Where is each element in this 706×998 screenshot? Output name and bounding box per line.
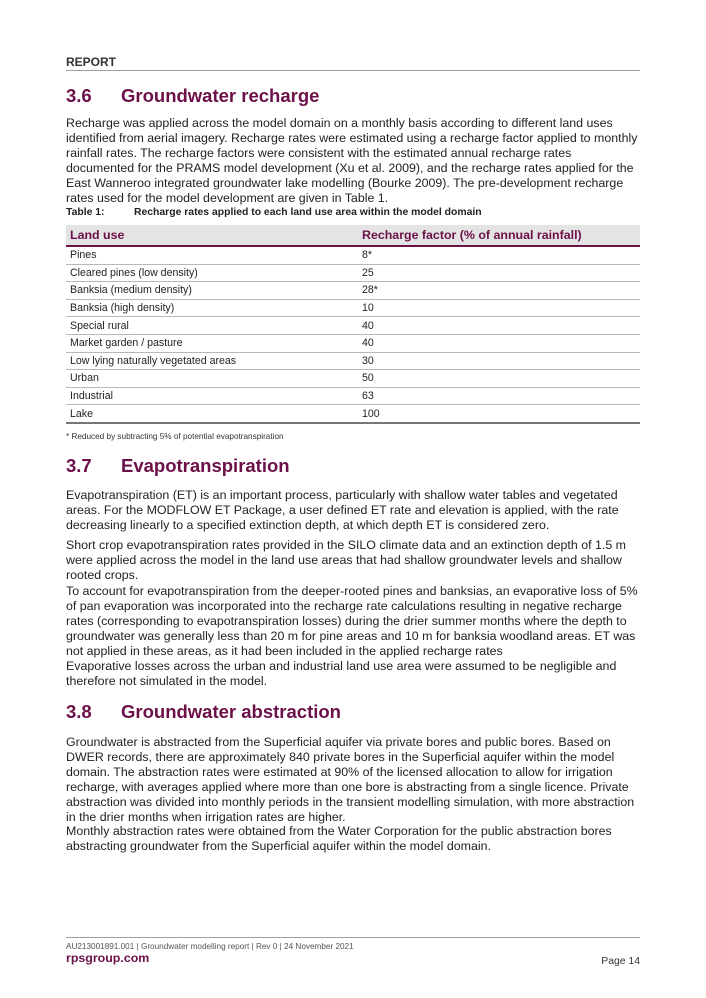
document-reference: AU213001891.001 | Groundwater modelling report | Rev 0 | 24 November 2021 <box>66 942 354 951</box>
table-cell: Special rural <box>66 317 358 335</box>
table-row <box>66 405 640 423</box>
table-row <box>66 317 640 335</box>
recharge-rates-table <box>66 225 640 424</box>
page-number: Page 14 <box>601 956 640 967</box>
table-row <box>66 370 640 388</box>
table-row <box>66 387 640 405</box>
table-cell: Urban <box>66 370 358 388</box>
table-footnote: * Reduced by subtracting 5% of potential evapotranspiration <box>66 432 284 441</box>
table-row <box>66 334 640 352</box>
table-cell: 8* <box>358 246 640 264</box>
section-title: Groundwater recharge <box>121 85 320 106</box>
footer-divider <box>66 937 640 938</box>
table-row <box>66 264 640 282</box>
table-cell: Banksia (medium density) <box>66 282 358 300</box>
table-header-row <box>66 225 640 246</box>
table-caption-number: Table 1: <box>66 207 105 218</box>
section-number: 3.6 <box>66 85 92 106</box>
table-cell: Industrial <box>66 387 358 405</box>
paragraph: Evaporative losses across the urban and industrial land use area were assumed to be negligible and therefore not simulated in the model. <box>66 659 617 688</box>
section-number: 3.7 <box>66 455 92 476</box>
table-cell: Low lying naturally vegetated areas <box>66 352 358 370</box>
header-divider <box>66 70 640 71</box>
table-row <box>66 352 640 370</box>
table-row <box>66 282 640 300</box>
table-cell: 28* <box>358 282 640 300</box>
table-cell: Market garden / pasture <box>66 334 358 352</box>
website-link[interactable]: rpsgroup.com <box>66 951 150 965</box>
table-cell: 25 <box>358 264 640 282</box>
report-header-label: REPORT <box>66 55 117 69</box>
table-cell: Lake <box>66 405 358 423</box>
section-heading-3-6 <box>66 85 319 107</box>
column-header: Recharge factor (% of annual rainfall) <box>358 225 640 246</box>
paragraph: To account for evapotranspiration from the deeper-rooted pines and banksias, an evaporative loss of 5% of pan evaporation was incorporated into the recharge rate calculations resulting in negative recharge rates (corresponding to evapotranspiration losses) during the drier summer months where the depth to groundwater was generally less than 20 m for pine areas and 10 m for banksia woodland areas. ET was not applied in these areas, as it had been included in the applied recharge rates <box>66 584 638 658</box>
table-cell: 100 <box>358 405 640 423</box>
section-number: 3.8 <box>66 701 92 722</box>
table-cell: 63 <box>358 387 640 405</box>
section-title: Evapotranspiration <box>121 455 290 476</box>
table-caption-text: Recharge rates applied to each land use area within the model domain <box>134 207 482 218</box>
paragraph: Evapotranspiration (ET) is an important process, particularly with shallow water tables and vegetated areas. For the MODFLOW ET Package, a user defined ET rate and elevation is applied, with the rate decreasing linearly to a specified extinction depth, at which depth ET is considered zero. <box>66 488 619 532</box>
table-cell: 40 <box>358 334 640 352</box>
paragraph: Monthly abstraction rates were obtained from the Water Corporation for the public abstraction bores abstracting groundwater from the Superficial aquifer within the model domain. <box>66 824 612 853</box>
paragraph: Short crop evapotranspiration rates provided in the SILO climate data and an extinction depth of 1.5 m were applied across the model in the land use areas that had shallow groundwater levels and shallow rooted crops. <box>66 538 626 582</box>
table-cell: 40 <box>358 317 640 335</box>
table-cell: 50 <box>358 370 640 388</box>
table-cell: Cleared pines (low density) <box>66 264 358 282</box>
paragraph: Groundwater is abstracted from the Superficial aquifer via private bores and public bores. Based on DWER records, there are approximately 840 private bores in the Superficial aquifer within the model domain. The abstraction rates were estimated at 90% of the licensed allocation to allow for irrigation recharge, with averages applied where more than one bore is abstracting from a single licence. Private abstraction was divided into monthly periods in the transient modelling simulation, with more abstraction in the drier months when irrigation rates are higher. <box>66 735 635 824</box>
table-cell: Banksia (high density) <box>66 299 358 317</box>
table-cell: Pines <box>66 246 358 264</box>
paragraph: Recharge was applied across the model domain on a monthly basis according to different land uses identified from aerial imagery. Recharge rates were estimated using a recharge factor applied to monthly rainfall rates. The recharge factors were consistent with the estimated annual recharge rates documented for the PRAMS model development (Xu et al. 2009), and the recharge rates applied for the East Wanneroo integrated groundwater lake modelling (Bourke 2009). The pre-development recharge rates used for the model development are given in Table 1. <box>66 116 638 205</box>
table-caption <box>66 207 482 218</box>
table-cell: 30 <box>358 352 640 370</box>
section-heading-3-8 <box>66 701 341 723</box>
table-row <box>66 299 640 317</box>
table-cell: 10 <box>358 299 640 317</box>
section-title: Groundwater abstraction <box>121 701 341 722</box>
table-row <box>66 246 640 264</box>
column-header: Land use <box>66 225 358 246</box>
section-heading-3-7 <box>66 455 290 477</box>
